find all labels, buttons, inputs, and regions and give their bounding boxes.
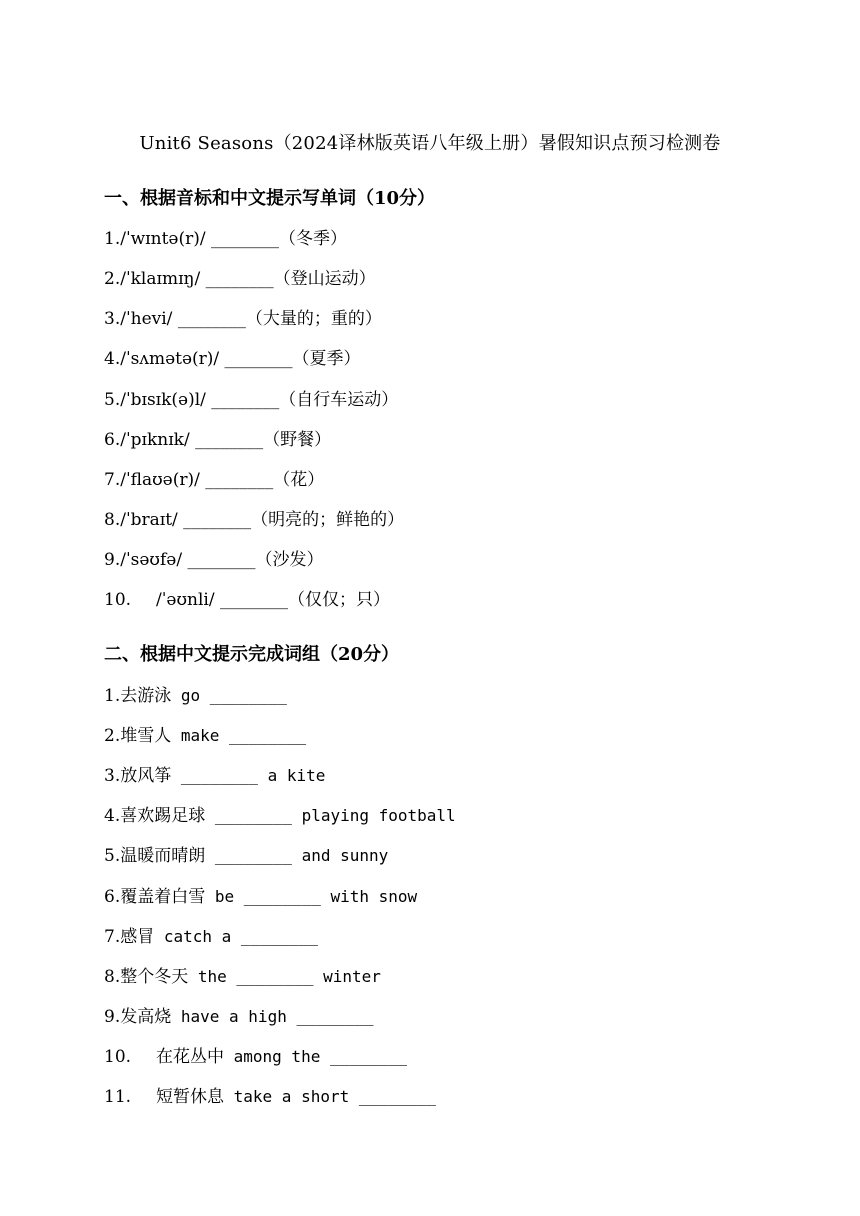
item-number: 1. [104, 686, 121, 706]
section-2-heading: 二、根据中文提示完成词组（20分） [104, 644, 400, 665]
phrase-item [104, 723, 306, 749]
phonetic-item [104, 346, 361, 372]
item-english: ________ a kite [171, 766, 326, 785]
item-english: be ________ with snow [205, 887, 418, 906]
item-number: 9. [104, 1007, 121, 1027]
item-text: /ˈpɪknɪk/ ________（野餐） [120, 430, 332, 450]
phrase-item [104, 964, 381, 990]
phonetic-item [104, 507, 404, 533]
item-chinese: 覆盖着白雪 [120, 887, 206, 907]
item-english: the ________ winter [188, 967, 381, 986]
item-chinese: 喜欢踢足球 [120, 806, 206, 826]
item-number: 6. [104, 887, 121, 907]
item-number: 3. [104, 766, 121, 786]
item-number: 11. [104, 1087, 132, 1107]
item-text: /ˈklaɪmɪŋ/ ________（登山运动） [120, 269, 376, 289]
item-english: have a high ________ [171, 1007, 374, 1026]
item-english: ________ playing football [205, 806, 456, 825]
item-number: 8. [104, 510, 121, 530]
item-text: /ˈəʊnli/ ________（仅仅；只） [156, 590, 390, 610]
item-english: make ________ [171, 726, 307, 745]
item-number: 7. [104, 470, 121, 490]
item-number: 2. [104, 726, 121, 746]
item-number: 3. [104, 309, 121, 329]
item-chinese: 堆雪人 [120, 726, 172, 746]
item-number: 5. [104, 390, 121, 410]
item-english: ________ and sunny [205, 846, 389, 865]
item-number: 10. [104, 1047, 132, 1067]
phrase-item [104, 924, 318, 950]
phonetic-item [104, 306, 382, 332]
item-text: /ˈbraɪt/ ________（明亮的；鲜艳的） [120, 510, 405, 530]
page-title: Unit6 Seasons（2024译林版英语八年级上册）暑假知识点预习检测卷 [139, 133, 721, 154]
item-text: /ˈsəʊfə/ ________（沙发） [120, 550, 324, 570]
item-text: /ˈwɪntə(r)/ ________（冬季） [120, 229, 347, 249]
phonetic-item [104, 266, 376, 292]
item-english: catch a ________ [154, 927, 318, 946]
phrase-item [104, 884, 417, 910]
item-english: go ________ [171, 686, 287, 705]
item-chinese: 整个冬天 [120, 967, 189, 987]
item-number: 6. [104, 430, 121, 450]
item-number: 2. [104, 269, 121, 289]
item-chinese: 短暂休息 [156, 1087, 224, 1107]
item-number: 4. [104, 806, 121, 826]
item-text: /ˈbɪsɪk(ə)l/ ________（自行车运动） [120, 390, 399, 410]
phonetic-item [104, 427, 331, 453]
phonetic-item [104, 467, 324, 493]
item-number: 8. [104, 967, 121, 987]
item-text: /ˈsʌmətə(r)/ ________（夏季） [120, 349, 361, 369]
phrase-item [104, 1044, 407, 1070]
item-chinese: 感冒 [120, 927, 155, 947]
phonetic-item [104, 387, 398, 413]
item-chinese: 温暖而晴朗 [120, 846, 206, 866]
item-number: 1. [104, 229, 121, 249]
section-1-heading: 一、根据音标和中文提示写单词（10分） [104, 188, 436, 209]
phonetic-item [104, 587, 390, 613]
phrase-item [104, 1084, 436, 1110]
phonetic-item [104, 226, 347, 252]
phonetic-item [104, 547, 323, 573]
phrase-item [104, 803, 456, 829]
item-chinese: 在花丛中 [156, 1047, 224, 1067]
item-chinese: 发高烧 [120, 1007, 172, 1027]
item-number: 5. [104, 846, 121, 866]
item-number: 10. [104, 590, 132, 610]
phrase-item [104, 683, 287, 709]
item-english: among the ________ [224, 1047, 408, 1066]
phrase-item [104, 843, 388, 869]
phrase-item [104, 763, 325, 789]
phrase-item [104, 1004, 374, 1030]
item-english: take a short ________ [224, 1087, 436, 1106]
item-number: 9. [104, 550, 121, 570]
item-text: /ˈflaʊə(r)/ ________（花） [120, 470, 325, 490]
item-chinese: 去游泳 [120, 686, 172, 706]
item-number: 7. [104, 927, 121, 947]
item-text: /ˈhevi/ ________（大量的；重的） [120, 309, 382, 329]
item-chinese: 放风筝 [120, 766, 172, 786]
item-number: 4. [104, 349, 121, 369]
